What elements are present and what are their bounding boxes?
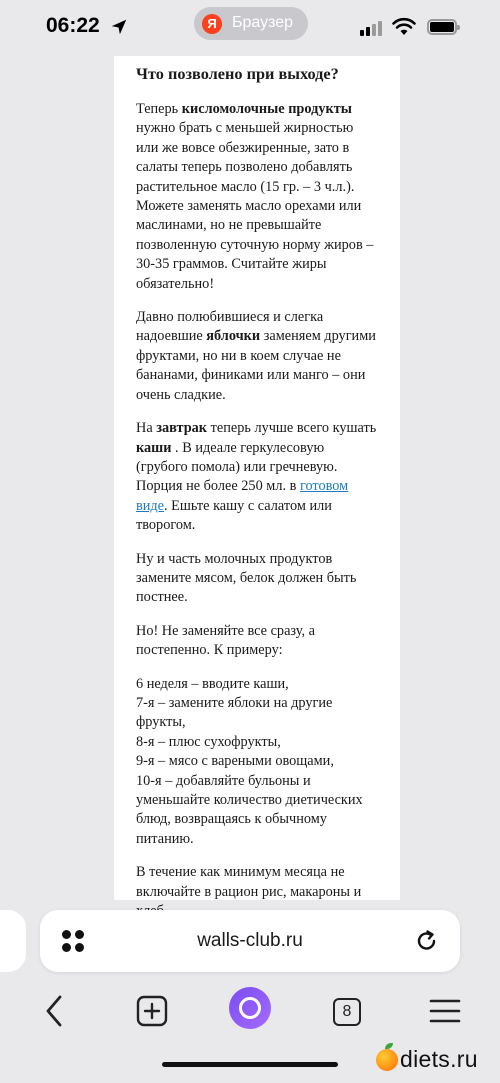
tabs-count: 8 xyxy=(333,998,361,1026)
list-item: 7-я – замените яблоки на другие фрукты, xyxy=(136,694,333,731)
web-page-content[interactable] xyxy=(114,52,400,900)
alice-assistant-button[interactable] xyxy=(229,987,271,1029)
apple-logo-icon xyxy=(376,1049,398,1071)
paragraph-meat: Ну и часть молочных продуктов замените мясом, белок должен быть постнее. xyxy=(136,550,357,606)
alice-ring-icon xyxy=(239,997,261,1019)
bold-dairy-products: кисломолочные продукты xyxy=(181,101,352,117)
battery-icon xyxy=(427,19,457,35)
reload-icon[interactable] xyxy=(414,928,440,954)
yandex-logo-icon: Я xyxy=(202,14,222,34)
list-item: 6 неделя – вводите каши, xyxy=(136,675,289,692)
new-tab-plus-icon[interactable] xyxy=(128,985,176,1033)
list-item: 9-я – мясо с вареными овощами, xyxy=(136,753,334,770)
list-item: 10-я – добавляйте бульоны и уменьшайте количество диетических блюд, возвращаясь к обычному питанию. xyxy=(136,772,363,847)
wifi-icon xyxy=(392,18,416,36)
article xyxy=(114,40,400,921)
list-item: 8-я – плюс сухофрукты, xyxy=(136,733,281,750)
section-heading: Что позволено при выходе? xyxy=(136,64,339,83)
bold-apples: яблочки xyxy=(206,328,261,345)
status-time: 06:22 xyxy=(46,14,100,37)
paragraph-gradually: Но! Не заменяйте все сразу, а постепенно. К примеру: xyxy=(136,622,315,659)
browser-pill[interactable] xyxy=(194,7,308,40)
status-bar xyxy=(0,0,500,56)
diets-watermark: diets.ru xyxy=(376,1046,478,1073)
url-text[interactable]: walls-club.ru xyxy=(197,930,303,951)
paragraph-apples: Давно полюбившиеся и слегка надоевшие яблочки заменяем другими фруктами, но ни в коем случае не бананами, финиками или манго – они очень сладкие. xyxy=(136,309,376,403)
menu-hamburger-icon[interactable] xyxy=(421,985,469,1033)
bold-porridge: каши xyxy=(136,439,172,456)
back-arrow-icon[interactable] xyxy=(32,985,80,1033)
address-bar[interactable] xyxy=(40,910,460,972)
home-indicator[interactable] xyxy=(162,1062,338,1067)
previous-tab-card[interactable] xyxy=(0,910,26,972)
paragraph-month: В течение как минимум месяца не включайте в рацион рис, макароны и xyxy=(136,864,362,900)
ready-form-link[interactable]: готовом виде xyxy=(136,478,349,514)
paragraph-breakfast: На завтрак теперь лучше всего кушать каши . В идеале геркулесовую (грубого помола) или гречневую. Порция не более 250 мл. в готовом виде. Ешьте кашу с салатом или творогом. xyxy=(136,420,377,534)
tabs-button[interactable] xyxy=(333,998,381,1046)
cellular-signal-icon xyxy=(360,20,382,36)
location-arrow-icon xyxy=(110,18,128,36)
browser-pill-label: Браузер xyxy=(232,14,294,31)
weekly-plan-list xyxy=(136,675,378,850)
bold-breakfast: завтрак xyxy=(156,420,208,437)
paragraph-dairy: Теперь кисломолочные продукты нужно брать с меньшей жирностью или же вовсе обезжиренные, зато в салаты теперь позволено добавлять растительное масло (15 гр. – 3 ч.л.). Можете заменять масло орехами или маслинами, но не превышайте позволенную суточную норму жиров – 30-35 граммов. Считайте жиры обязательно! xyxy=(136,101,374,292)
